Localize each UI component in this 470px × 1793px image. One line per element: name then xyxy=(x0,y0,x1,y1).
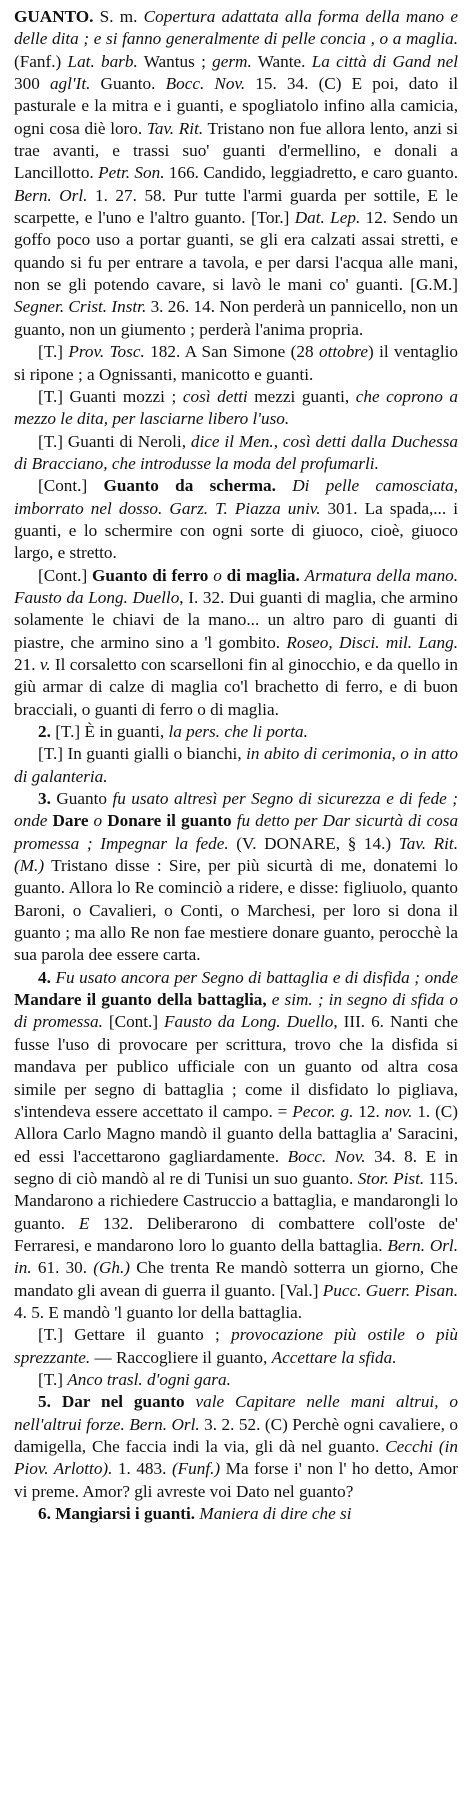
bold-text: di maglia. xyxy=(226,565,300,585)
italic-text: Bocc. Nov. xyxy=(165,74,246,94)
italic-text: Bocc. Nov. xyxy=(287,1146,366,1166)
bold-text: 4. xyxy=(38,967,51,987)
bold-text: 3. xyxy=(38,789,51,809)
text-run: Tristano non fue allora lento, anzi si trae avanti, e trassi suo' guanti d'ermellino, e donali a Lancillotto. xyxy=(14,118,459,183)
italic-text: Bern. Orl. xyxy=(14,185,88,205)
italic-text: provocazione più ostile o più sprezzante. xyxy=(14,1325,458,1367)
entry-paragraph xyxy=(14,386,458,431)
italic-text: Cecchi (in Piov. Arlotto). xyxy=(14,1437,458,1479)
italic-text: nov. xyxy=(384,1101,413,1121)
text-run: 115. Mandarono a richiedere Castruccio a battaglia, e mandarongli lo guanto. xyxy=(14,1168,458,1233)
entry-paragraph xyxy=(14,341,458,386)
italic-text: Dat. Lep. xyxy=(294,208,361,228)
italic-text: ottobre xyxy=(318,342,368,362)
text-run: (V. DONARE, § 14.) xyxy=(228,833,399,853)
bold-text: GUANTO. xyxy=(14,7,94,26)
text-run: Guanto xyxy=(50,789,113,809)
text-run xyxy=(51,1392,62,1411)
italic-text: fu usato altresì per Segno di sicurezza e di fede ; onde xyxy=(14,789,458,831)
italic-text: Roseo, Disci. mil. Lang. xyxy=(286,632,458,652)
entry-paragraph xyxy=(14,743,458,788)
entry-paragraph xyxy=(14,1391,458,1503)
italic-text: dice il Men. xyxy=(190,431,274,451)
italic-text: Tav. Rit. (M.) xyxy=(14,833,458,876)
bold-text: 5. xyxy=(38,1392,51,1412)
text-run xyxy=(276,476,292,495)
text-run: [T.] Guanti mozzi ; xyxy=(38,386,183,406)
text-run: , III. 6. Nanti che fusse l'uso di provocare per scrittura, trovo che la disfida si mandava per publico ufficiale con un guanto od altra cosa simile per segno di battaglia ; come il disfidato lo pigliava, s'intendeva essere accettato il campo. = xyxy=(14,1012,458,1121)
italic-text: agl'It. xyxy=(49,74,91,94)
italic-text: o xyxy=(208,565,227,585)
text-run xyxy=(185,1392,196,1411)
text-run: (Fanf.) xyxy=(14,51,68,71)
text-run: , I. 32. Dui guanti di maglia, che armino solamente le chiavi de la mano... un altro paro di guanti di piastre, che armino sino a 'l gombito. xyxy=(14,587,458,652)
text-run: [T.] xyxy=(38,1369,68,1389)
text-run: [Cont.] xyxy=(102,1012,165,1032)
text-run: S. m. xyxy=(93,7,144,26)
italic-text: Armatura della mano. xyxy=(304,565,459,585)
italic-text: Fu usato ancora per Segno di battaglia e di disfida ; onde xyxy=(55,967,459,987)
entry-paragraph xyxy=(14,1369,458,1391)
italic-text: germ. xyxy=(212,51,252,71)
entry-paragraph xyxy=(14,788,458,967)
text-run: 15. 34. (C) E poi, dato il pasturale e la mitra e i guanti, e spogliatolo infino alla camicia, ogni cosa diè loro. xyxy=(14,74,459,138)
bold-text: 6. xyxy=(38,1504,51,1524)
text-run: Wantus ; xyxy=(137,51,213,71)
italic-text: (Funf.) xyxy=(171,1459,221,1479)
italic-text: Pucc. Guerr. Pisan. xyxy=(322,1280,458,1300)
text-run: [T.] In guanti gialli o bianchi, xyxy=(38,744,247,764)
text-run: 34. 8. E in segno di ciò mandò al re di Tunisi un suo guanto. xyxy=(14,1146,458,1188)
text-run: Che trenta Re mandò sotterra un giorno, Che mandato gli avean di guerra il guanto. [Val.] xyxy=(14,1258,459,1300)
entry-paragraph xyxy=(14,565,458,721)
text-run: 132. Deliberarono di combattere coll'oste de' Ferraresi, e mandarono loro lo guanto della battaglia. xyxy=(14,1213,459,1255)
italic-text: e sim. ; in segno di sfida o di promessa. xyxy=(14,990,458,1032)
italic-text: Pecor. g. xyxy=(292,1101,354,1121)
text-run: [T.] Guanti di Neroli, xyxy=(38,431,191,451)
bold-text: Mangiarsi i guanti. xyxy=(55,1504,196,1524)
italic-text: fu detto per Dar sicurtà di cosa promessa ; Impegnar la fede. xyxy=(14,811,459,853)
text-run: Ma forse i' non l' ho detto, Amor vi preme. Amor? gli avreste voi Dato nel guanto? xyxy=(14,1459,459,1501)
italic-text: Segner. Crist. Instr. xyxy=(14,297,147,317)
text-run: , xyxy=(273,431,283,451)
text-run: [Cont.] xyxy=(38,476,104,496)
text-run: [T.] Gettare il guanto ; xyxy=(38,1325,232,1345)
italic-text: Bern. Orl. xyxy=(129,1414,200,1434)
italic-text: la pers. che li porta. xyxy=(168,722,308,741)
bold-text: Dare xyxy=(52,811,89,831)
italic-text: Accettare la sfida. xyxy=(271,1347,397,1367)
italic-text: Maniera di dire che si xyxy=(199,1504,352,1524)
italic-text: E xyxy=(78,1213,90,1233)
text-run: 166. Candido, leggiadretto, e caro guanto. xyxy=(164,163,458,183)
bold-text: Guanto da scherma. xyxy=(103,476,276,496)
text-run: — Raccogliere il guanto, xyxy=(90,1347,272,1367)
italic-text: v. xyxy=(39,654,51,674)
entry-paragraph xyxy=(14,967,458,1325)
bold-text: Dar nel guanto xyxy=(61,1392,185,1412)
text-run: 3. 2. 52. (C) Perchè ogni cavaliere, o damigella, Che faccia indi la via, gli dà nel guanto. xyxy=(14,1414,458,1456)
entry-paragraph xyxy=(14,475,458,564)
bold-text: Mandare il guanto della battaglia, xyxy=(14,990,267,1010)
entry-paragraph xyxy=(14,721,458,743)
bold-text: 2. xyxy=(38,722,51,741)
text-run: 1. (C) Allora Carlo Magno mandò il guanto della battaglia a' Saracini, ed essi l'accettarono gagliardamente. xyxy=(14,1101,458,1166)
bold-text: Donare il guanto xyxy=(107,811,232,831)
text-run: 61. 30. xyxy=(31,1258,94,1278)
text-run: 182. A San Simone (28 xyxy=(144,342,319,362)
italic-text: così detti dalla Duchessa di Bracciano, che introdusse la moda del profumarli. xyxy=(14,431,459,473)
text-run: [T.] xyxy=(38,342,69,362)
text-run: [Cont.] xyxy=(38,565,93,585)
italic-text: Prov. Tosc. xyxy=(68,342,145,362)
italic-text: Copertura adattata alla forma della mano e delle dita ; e si fanno generalmente di pelle concia , o a maglia. xyxy=(14,7,458,49)
text-run: 4. 5. E mandò 'l guanto lor della battaglia. xyxy=(14,1302,303,1322)
text-run: Guanto. xyxy=(90,74,166,94)
entry-headword-paragraph xyxy=(14,6,458,341)
text-run: 300 xyxy=(14,74,50,94)
italic-text: Tav. Rit. xyxy=(146,118,204,138)
text-run: 3. 26. 14. Non perderà un pannicello, non un guanto, non un giumento ; perderà l'anima propria. xyxy=(14,297,458,339)
entry-paragraph xyxy=(14,431,458,476)
text-run: Il corsaletto con scarselloni fin al ginocchio, e da quello in giù armar di calze di maglia co'l brachetto di ferro, e di buon bracciali, o guanti di ferro o di maglia. xyxy=(14,654,458,719)
italic-text: Fausto da Long. Duello xyxy=(164,1012,334,1032)
italic-text: Anco trasl. d'ogni gara. xyxy=(67,1369,231,1389)
text-run: 12. xyxy=(353,1101,385,1121)
italic-text: Bern. Orl. in. xyxy=(14,1235,458,1278)
italic-text: Petr. Son. xyxy=(98,163,165,183)
text-run: 1. 483. xyxy=(112,1459,172,1479)
italic-text: vale Capitare nelle mani altrui, o nell'altrui forze. xyxy=(14,1392,458,1434)
italic-text: che coprono a mezzo le dita, per lasciarne libero l'uso. xyxy=(14,386,458,429)
text-run: Tristano disse : Sire, per più sicurtà di me, donatemi lo guanto. Allora lo Re cominciò a ridere, e disse: figliuolo, quanto Baroni, o Cavalieri, o Conti, o Marchesi, per loro si dona il guanto ; ma allo Re non fae mestiere donare guanto, perocchè la sua parola dee essere carta. xyxy=(14,856,458,965)
entry-paragraph xyxy=(14,1503,458,1525)
text-run: 12. Sendo un goffo poco uso a portar guanti, se gli era calzati assai stretti, e quando si fu per entrare a tavola, e per darsi l'acqua alle mani, non se gli potendo cavare, si lavò le mani co' guanti. [G.M.] xyxy=(14,208,458,295)
bold-text: Guanto di ferro xyxy=(92,565,209,585)
entry-paragraph xyxy=(14,1324,458,1369)
italic-text: La città di Gand nel xyxy=(311,51,458,71)
text-run: 301. La spada,... i guanti, e lo schermire con ogni sorte di giuoco, cioè, giuoco largo, e stretto. xyxy=(14,498,458,563)
text-run: 1. 27. 58. Pur tutte l'armi guarda per sottile, E le scarpette, e l'uno e l'altro guanto. [Tor.] xyxy=(14,185,458,228)
text-run: [T.] È in guanti, xyxy=(50,722,169,741)
italic-text: così detti xyxy=(182,386,248,406)
italic-text: in abito di cerimonia, o in atto di galanteria. xyxy=(14,744,458,786)
italic-text: Fausto da Long. Duello xyxy=(14,587,180,607)
text-run: 21. xyxy=(14,654,40,674)
text-run: mezzi guanti, xyxy=(247,386,356,406)
italic-text: Stor. Pist. xyxy=(357,1168,425,1188)
text-run: ) il ventaglio si ripone ; a Ognissanti, manicotto e guanti. xyxy=(14,342,459,384)
italic-text: Lat. barb. xyxy=(67,51,138,71)
italic-text: (Gh.) xyxy=(93,1258,131,1278)
italic-text: o xyxy=(88,811,108,831)
italic-text: Garz. T. Piazza univ. xyxy=(169,498,321,518)
italic-text: Di pelle camosciata, imborrato nel dosso. xyxy=(14,476,459,518)
text-run: Wante. xyxy=(251,51,312,71)
